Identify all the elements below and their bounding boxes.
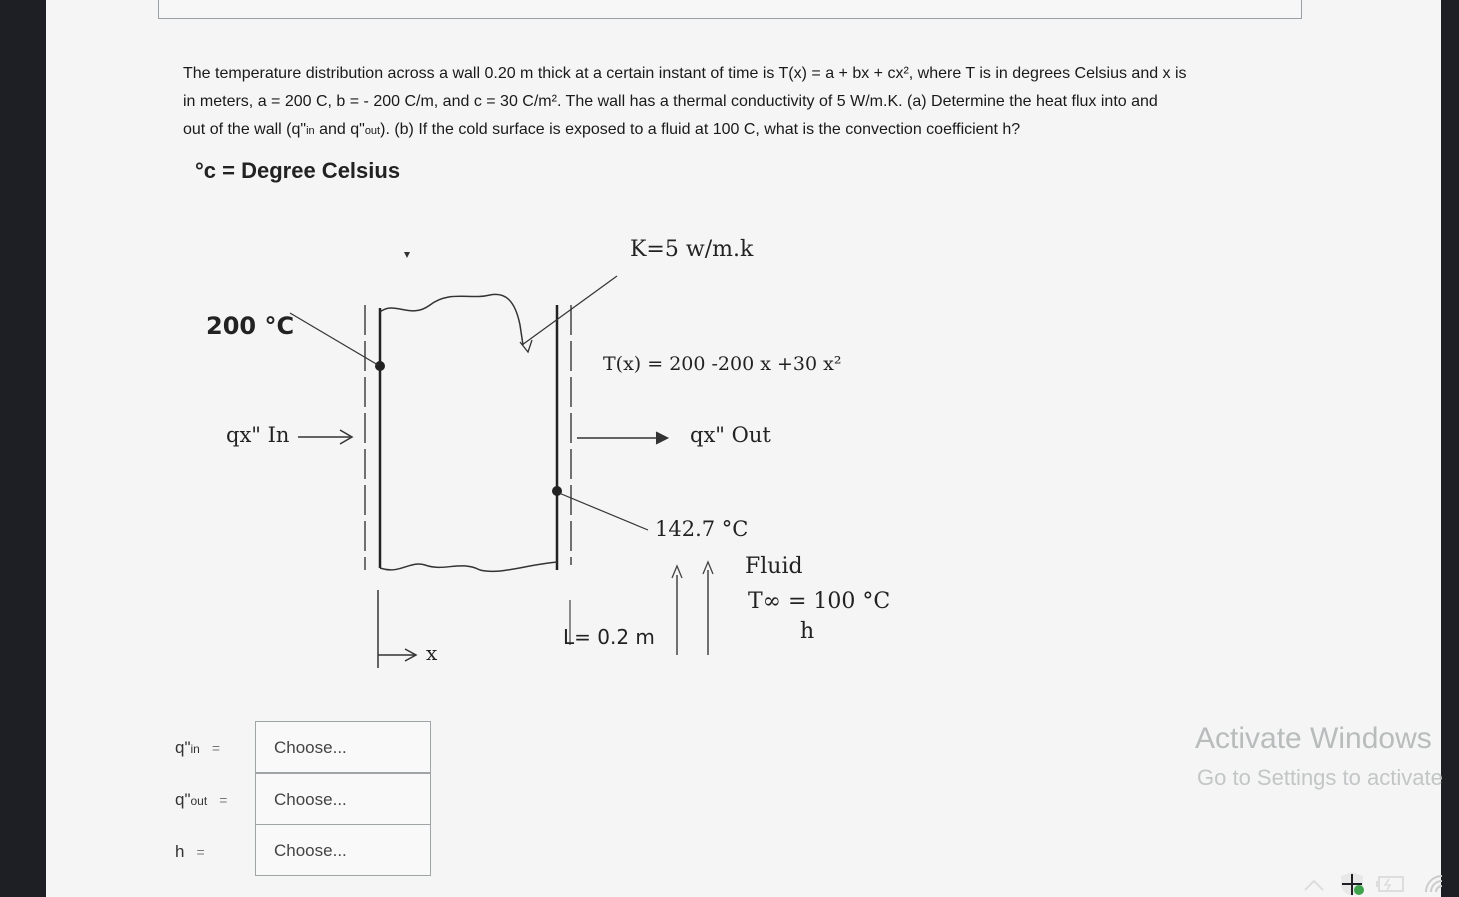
q-out-label: qx" Out [690,423,771,447]
profile-pointer [522,276,617,345]
bottom-break-line [380,562,557,571]
problem-line-3c: ). (b) If the cold surface is exposed to a fluid at 100 C, what is the convection coefficient h? [380,121,1021,138]
activate-windows-subtitle[interactable]: Go to Settings to activate [1197,765,1443,790]
q-in-equals: = [211,740,221,756]
cold-temp-pointer [559,493,648,530]
shield-icon[interactable] [1338,870,1366,897]
hot-temp-label: 200 °C [206,312,295,340]
wifi-icon[interactable] [1420,870,1454,896]
h-select[interactable]: Choose... [255,824,431,876]
battery-icon[interactable] [1375,870,1407,896]
q-out-answer-label [175,790,227,810]
x-axis-label: x [426,641,438,665]
degree-celsius-note: °c = Degree Celsius [195,158,401,183]
q-out-select[interactable]: Choose... [255,773,431,825]
h-label-main: h [175,842,185,861]
q-out-arrow-head [656,432,668,444]
h-coefficient-label: h [800,619,815,644]
t-infinity-label: T∞ = 100 °C [748,589,891,614]
problem-line-1: The temperature distribution across a wall 0.20 m thick at a certain instant of time is T(x) = a + bx + cx², where T is in degrees Celsius and x is [183,65,1187,82]
q-in-label-main: q" [175,738,191,757]
small-mark [404,252,410,258]
wall-length-label: L= 0.2 m [563,625,655,649]
q-in-select[interactable]: Choose... [255,721,431,773]
h-equals: = [196,844,205,860]
problem-line-3a: out of the wall (q" [183,121,307,138]
conductivity-label: K=5 w/m.k [630,237,754,262]
problem-line-2: in meters, a = 200 C, b = - 200 C/m, and c = 30 C/m². The wall has a thermal conductivity of 5 W/m.K. (a) Determine the heat flux into and [183,93,1158,110]
activate-windows-title: Activate Windows [1195,722,1432,755]
q-in-answer-label [175,738,220,758]
q-out-equals: = [219,792,228,808]
cold-surface-point [552,486,562,496]
q-out-label-main: q" [175,790,191,809]
chevron-up-icon[interactable] [1300,870,1330,895]
problem-sub-in: in [306,125,315,137]
cold-temp-label: 142.7 °C [655,517,749,541]
q-in-label: qx" In [226,423,290,447]
problem-sub-out: out [364,125,381,137]
hot-surface-point [375,361,385,371]
q-out-label-sub: out [190,794,208,808]
top-break-line [380,294,523,345]
q-in-label-sub: in [190,742,200,756]
temp-function-label: T(x) = 200 -200 x +30 x² [603,353,842,375]
problem-line-3b: and q" [314,121,365,138]
h-answer-label [175,842,205,862]
fluid-label: Fluid [745,554,803,579]
